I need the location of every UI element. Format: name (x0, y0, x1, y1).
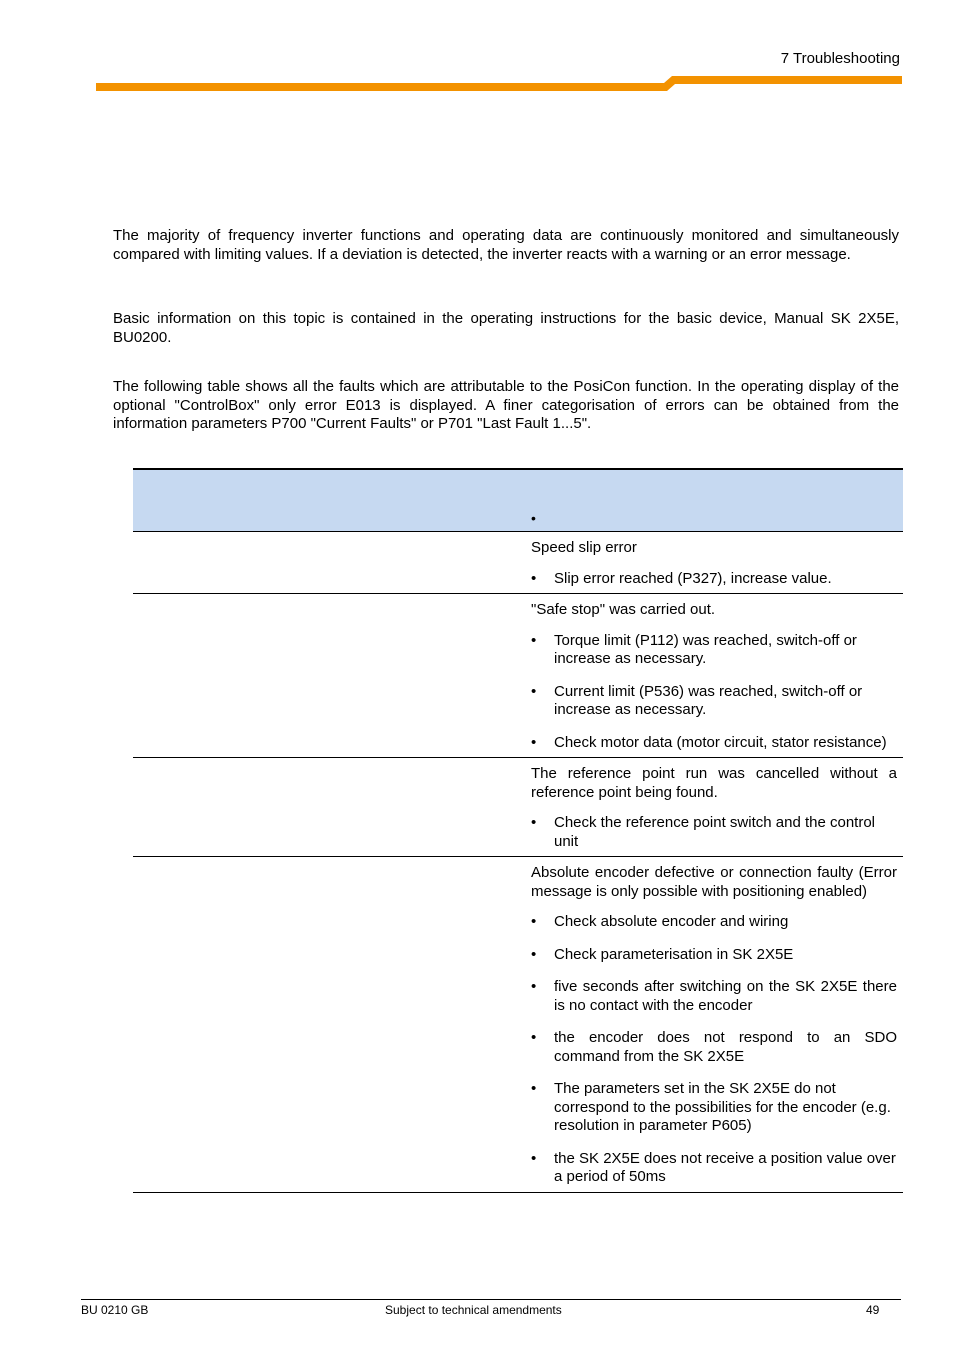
remedy-item (531, 1029, 897, 1066)
table-header (133, 468, 903, 532)
bullet-icon: • (531, 978, 537, 995)
remedy-text: Torque limit (P112) was reached, switch-off or increase as necessary. (554, 631, 857, 667)
remedy-item (531, 814, 897, 851)
fault-description: Absolute encoder defective or connection faulty (Error message is only possible with positioning enabled) (531, 864, 897, 900)
section-title: 7 Troubleshooting (780, 50, 900, 67)
document-code: BU 0210 GB (81, 1303, 149, 1317)
remedy-item (531, 1080, 897, 1136)
bullet-icon: • (531, 814, 537, 831)
bullet-icon: • (531, 631, 537, 649)
table-row (133, 857, 903, 1193)
remedy-item (531, 683, 897, 720)
table-row (133, 758, 903, 857)
remedy-item (531, 1150, 897, 1187)
page-number: 49 (866, 1303, 880, 1317)
table-row (133, 532, 903, 594)
remedy-item (531, 978, 897, 1015)
fault-description-cell (531, 594, 897, 757)
fault-table (133, 468, 903, 1193)
remedy-list (531, 632, 897, 753)
intro-paragraph-3: The following table shows all the faults which are attributable to the PosiCon function. In the operating display of the optional "ControlBox" only error E013 is displayed. A finer categorisation of errors can be obtained from the information parameters P700 "Current Faults" or P701 "Last Fault 1...5". (113, 378, 899, 432)
header-bullet: • (531, 510, 536, 526)
remedy-text: Current limit (P536) was reached, switch-off or increase as necessary. (554, 682, 863, 718)
remedy-item (531, 913, 897, 932)
bullet-icon: • (531, 1080, 537, 1097)
bullet-icon: • (531, 913, 537, 930)
bullet-icon: • (531, 733, 537, 751)
table-row (133, 594, 903, 758)
remedy-list (531, 814, 897, 851)
remedy-list (531, 913, 897, 1187)
remedy-text: Check absolute encoder and wiring (554, 913, 789, 930)
bullet-icon: • (531, 1149, 537, 1167)
table-body (133, 532, 903, 1193)
remedy-text: Slip error reached (P327), increase value. (554, 569, 832, 587)
footer-rule (81, 1299, 901, 1300)
remedy-item (531, 734, 897, 753)
bullet-icon: • (531, 682, 537, 700)
remedy-text: the SK 2X5E does not receive a position value over a period of 50ms (554, 1149, 896, 1185)
fault-description-cell (531, 532, 897, 593)
fault-description: Speed slip error (531, 539, 637, 556)
bullet-icon: • (531, 1029, 537, 1046)
fault-description-cell (531, 758, 897, 856)
fault-description: The reference point run was cancelled without a reference point being found. (531, 765, 897, 801)
remedy-text: Check parameterisation in SK 2X5E (554, 945, 794, 963)
remedy-item (531, 946, 897, 965)
remedy-text: the encoder does not respond to an SDO command from the SK 2X5E (554, 1029, 897, 1065)
header-accent-bar (96, 76, 902, 94)
remedy-item (531, 632, 897, 669)
fault-description-cell (531, 857, 897, 1192)
remedy-list (531, 570, 897, 589)
intro-paragraph-1: The majority of frequency inverter functions and operating data are continuously monitored and simultaneously compared with limiting values. If a deviation is detected, the inverter reacts with a warning or an error message. (113, 227, 899, 263)
remedy-text: The parameters set in the SK 2X5E do not correspond to the possibilities for the encoder (e.g. resolution in parameter P605) (554, 1080, 891, 1134)
remedy-item (531, 570, 897, 589)
remedy-text: Check motor data (motor circuit, stator resistance) (554, 733, 887, 751)
fault-description: "Safe stop" was carried out. (531, 601, 716, 618)
remedy-text: five seconds after switching on the SK 2X5E there is no contact with the encoder (554, 978, 897, 1014)
intro-paragraph-2: Basic information on this topic is contained in the operating instructions for the basic device, Manual SK 2X5E, BU0200. (113, 310, 899, 346)
footer-notice: Subject to technical amendments (385, 1303, 562, 1317)
remedy-text: Check the reference point switch and the control unit (554, 814, 876, 850)
bullet-icon: • (531, 945, 537, 963)
bullet-icon: • (531, 569, 537, 587)
